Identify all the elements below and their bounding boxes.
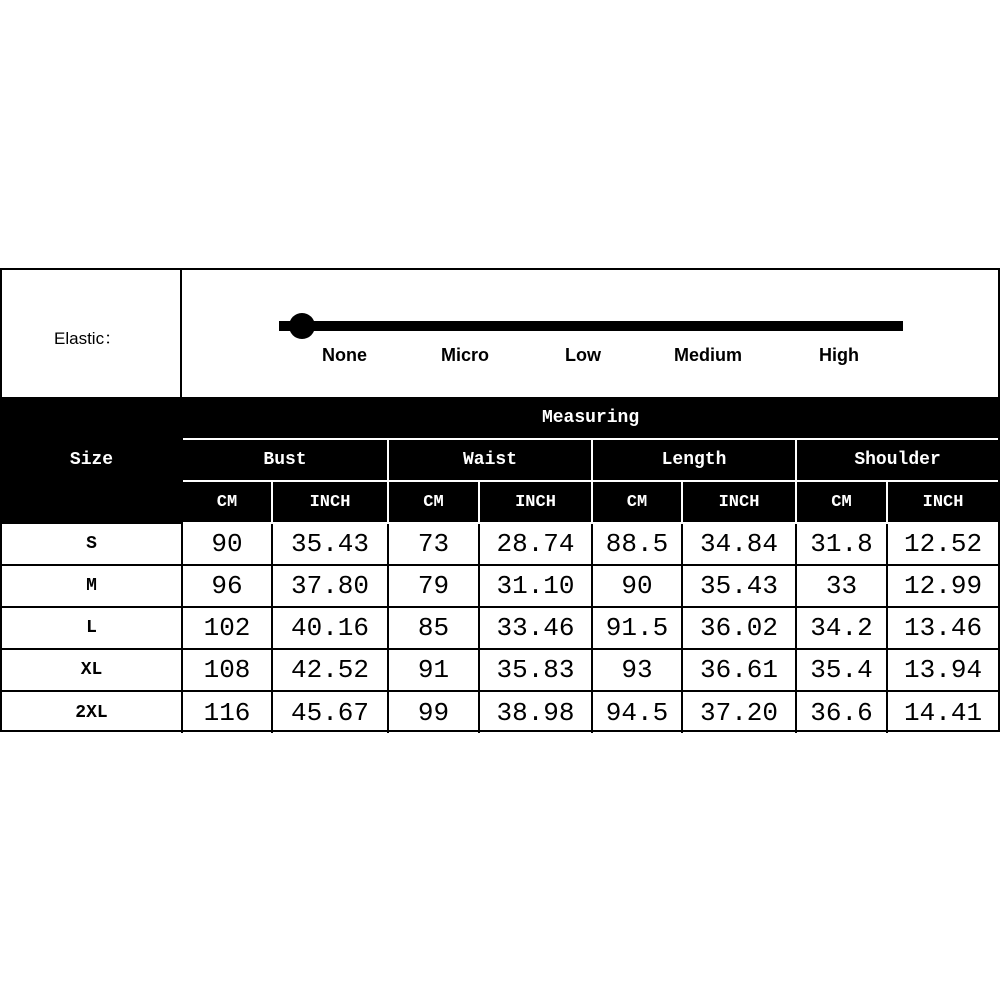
shoulder-inch-header: INCH (887, 481, 998, 523)
bust-cm-header: CM (182, 481, 272, 523)
length-cm-cell: 90 (592, 565, 682, 607)
waist-inch-cell: 35.83 (479, 649, 592, 691)
length-inch-cell: 36.02 (682, 607, 796, 649)
waist-cm-cell: 99 (388, 691, 479, 733)
shoulder-cm-cell: 34.2 (796, 607, 887, 649)
size-chart (0, 268, 1000, 732)
bust-cm-cell: 116 (182, 691, 272, 733)
bust-inch-cell: 42.52 (272, 649, 388, 691)
shoulder-cm-cell: 31.8 (796, 523, 887, 565)
length-cm-cell: 94.5 (592, 691, 682, 733)
elasticity-level-low: Low (565, 345, 601, 365)
elasticity-label-cell (2, 270, 182, 397)
elasticity-level-none: None (322, 345, 367, 365)
elasticity-level-high: High (819, 345, 859, 365)
shoulder-cm-cell: 33 (796, 565, 887, 607)
length-inch-cell: 34.84 (682, 523, 796, 565)
shoulder-inch-cell: 12.52 (887, 523, 998, 565)
waist-inch-cell: 33.46 (479, 607, 592, 649)
length-cm-cell: 93 (592, 649, 682, 691)
shoulder-inch-cell: 13.94 (887, 649, 998, 691)
table-row (2, 649, 998, 691)
length-cm-cell: 91.5 (592, 607, 682, 649)
length-inch-header: INCH (682, 481, 796, 523)
waist-cm-header: CM (388, 481, 479, 523)
length-inch-cell: 37.20 (682, 691, 796, 733)
waist-cm-cell: 79 (388, 565, 479, 607)
length-header: Length (592, 439, 796, 481)
bust-inch-header: INCH (272, 481, 388, 523)
bust-cm-cell: 96 (182, 565, 272, 607)
waist-cm-cell: 91 (388, 649, 479, 691)
bust-cm-cell: 108 (182, 649, 272, 691)
shoulder-inch-cell: 12.99 (887, 565, 998, 607)
size-header: Size (2, 397, 182, 523)
waist-header: Waist (388, 439, 592, 481)
bust-cm-cell: 90 (182, 523, 272, 565)
elasticity-scale-track (279, 321, 903, 331)
waist-cm-cell: 73 (388, 523, 479, 565)
waist-inch-cell: 31.10 (479, 565, 592, 607)
elasticity-level-medium: Medium (674, 345, 743, 365)
shoulder-cm-cell: 36.6 (796, 691, 887, 733)
waist-inch-header: INCH (479, 481, 592, 523)
bust-inch-cell: 35.43 (272, 523, 388, 565)
size-cell: M (2, 565, 182, 607)
size-cell: XL (2, 649, 182, 691)
size-cell: L (2, 607, 182, 649)
waist-cm-cell: 85 (388, 607, 479, 649)
shoulder-inch-cell: 14.41 (887, 691, 998, 733)
size-cell: S (2, 523, 182, 565)
bust-inch-cell: 45.67 (272, 691, 388, 733)
shoulder-cm-header: CM (796, 481, 887, 523)
shoulder-inch-cell: 13.46 (887, 607, 998, 649)
bust-inch-cell: 37.80 (272, 565, 388, 607)
shoulder-cm-cell: 35.4 (796, 649, 887, 691)
elasticity-level-micro: Micro (441, 345, 490, 365)
elasticity-row (2, 270, 998, 399)
table-row (2, 565, 998, 607)
bust-cm-cell: 102 (182, 607, 272, 649)
length-inch-cell: 36.61 (682, 649, 796, 691)
waist-inch-cell: 38.98 (479, 691, 592, 733)
bust-header: Bust (182, 439, 388, 481)
table-row (2, 607, 998, 649)
measuring-header: Measuring (182, 397, 998, 439)
length-cm-cell: 88.5 (592, 523, 682, 565)
size-cell: 2XL (2, 691, 182, 733)
waist-inch-cell: 28.74 (479, 523, 592, 565)
size-table (2, 397, 998, 733)
length-cm-header: CM (592, 481, 682, 523)
table-row (2, 691, 998, 733)
elasticity-label: Elastic： (54, 329, 122, 348)
bust-inch-cell: 40.16 (272, 607, 388, 649)
shoulder-header: Shoulder (796, 439, 998, 481)
length-inch-cell: 35.43 (682, 565, 796, 607)
elasticity-indicator (289, 313, 315, 339)
table-row (2, 523, 998, 565)
